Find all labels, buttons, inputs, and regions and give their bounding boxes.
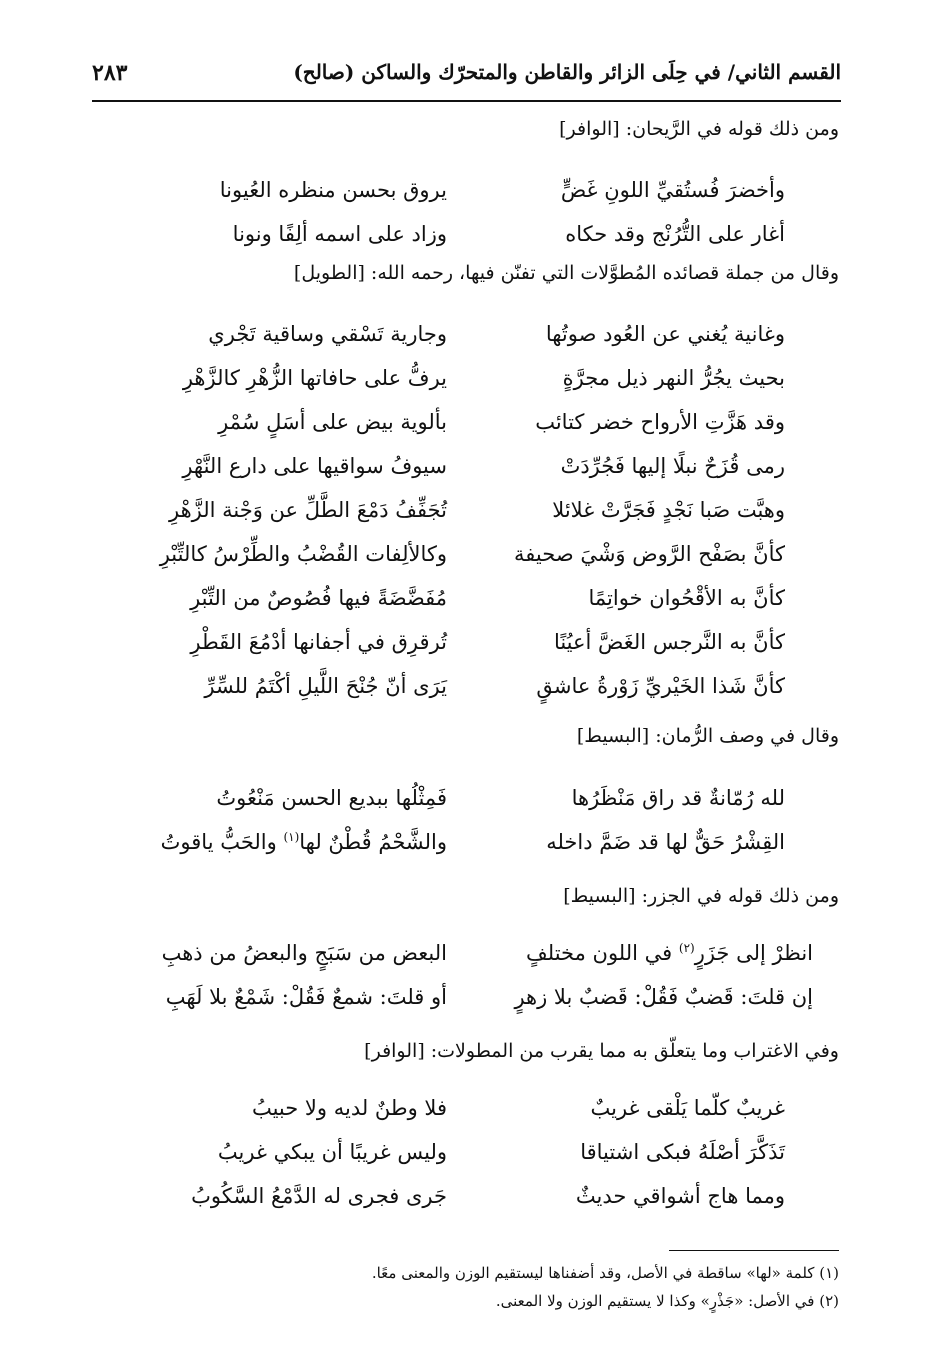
- hemistich-second: يرفُّ على حافاتها الزُّهْرِ كالزَّهْرِ: [182, 366, 447, 390]
- section-intro: وقال من جملة قصائده المُطوَّلات التي تفنّن فيها، رحمه الله: [الطويل]: [293, 262, 839, 284]
- hemistich-first: ومما هاج أشواقي حديثٌ: [575, 1184, 785, 1208]
- footnote: (٢) في الأصل: «جَذْرٍ» وكذا لا يستقيم الوزن ولا المعنى.: [495, 1292, 839, 1310]
- hemistich-second: أو قلتَ: شمعٌ فَقُلْ: شَمْعٌ بلا لَهَبِ: [165, 985, 447, 1009]
- hemistich-first: كأنَّ بصَفْح الرَّوض وَشْيَ صحيفة: [514, 542, 785, 566]
- hemistich-first: تَذَكَّرَ أصْلَهُ فبكى اشتياقا: [580, 1140, 785, 1164]
- hemistich-first: كأنَّ به النَّرجس الغَضَّ أعيُنًا: [553, 630, 785, 654]
- hemistich-text: انظرْ إلى جَزَرٍ: [694, 941, 813, 965]
- hemistich-first: [526, 941, 813, 965]
- hemistich-first: كأنَّ به الأقْحُوان خواتِمًا: [588, 586, 785, 610]
- hemistich-first: إن قلتَ: قَضبٌ فَقُلْ: قَضبٌ بلا زهرٍ: [514, 985, 813, 1009]
- running-header: [92, 52, 841, 102]
- hemistich-first: غريبٌ كلّما يَلْقى غريبٌ: [590, 1096, 785, 1120]
- hemistich-second: جَرى فجرى له الدَّمْعُ السَّكُوبُ: [191, 1184, 447, 1208]
- hemistich-second: مُفَضَّضَةً فيها فُصُوصٌ من التِّبْرِ: [190, 586, 447, 610]
- section-intro: ومن ذلك قوله في الرَّيحان: [الوافر]: [559, 118, 839, 140]
- hemistich-second: البعض من سَبَجٍ والبعضُ من ذهبِ: [161, 941, 447, 965]
- hemistich-first: وأخضرَ فُستُقيِّ اللونِ غَضٍّ: [560, 178, 785, 202]
- hemistich-second: بألوية بيض على أسَلٍ سُمْرِ: [218, 410, 447, 434]
- section-intro: وقال في وصف الرُّمان: [البسيط]: [576, 725, 839, 747]
- hemistich-first: وغانية يُغني عن العُود صوتُها: [545, 322, 785, 346]
- hemistich-second: يروق بحسن منظره العُيونا: [219, 178, 447, 202]
- hemistich-second: وليس غريبًا أن يبكي غريبُ: [217, 1140, 447, 1164]
- hemistich-first: وهبَّت صَبا نَجْدٍ فَجَرَّتْ غلائلا: [552, 498, 785, 522]
- section-intro: وفي الاغتراب وما يتعلّق به مما يقرب من المطولات: [الوافر]: [364, 1040, 839, 1062]
- hemistich-text: والشَّحْمُ قُطْنٌ لها: [299, 830, 447, 854]
- hemistich-first: بحيث يجُرُّ النهر ذيل مجرَّةٍ: [562, 366, 785, 390]
- header-title: القسم الثاني/ في حِلَى الزائر والقاطن والمتحرّك والساكن (صالح): [293, 60, 841, 84]
- footnote-ref-1: (١): [283, 830, 300, 844]
- hemistich-second: وجارية تَسْقي وساقية تَجْري: [208, 322, 447, 346]
- footnote-divider: [669, 1250, 839, 1251]
- hemistich-second: وكالألِفات القُضْبُ والطِّرْسُ كالتِّبْرِ: [159, 542, 447, 566]
- section-intro: ومن ذلك قوله في الجزر: [البسيط]: [563, 885, 839, 907]
- hemistich-first: رمى قُزَحٌ نبلًا إليها فَجُرِّدَتْ: [560, 454, 785, 478]
- hemistich-text: والحَبُّ ياقوتُ: [160, 830, 284, 854]
- hemistich-second: سيوفُ سواقيها على دارع النَّهْرِ: [182, 454, 447, 478]
- hemistich-second: وزاد على اسمه ألِفًا ونونا: [232, 222, 447, 246]
- hemistich-second: فلا وطنٌ لديه ولا حبيبُ: [251, 1096, 447, 1120]
- hemistich-second: يَرَى أنّ جُنْحَ اللَّيلِ أكْتَمُ للسِّرِّ: [204, 674, 447, 698]
- hemistich-first: كأنَّ شَذا الخَيْريِّ زَوْرةُ عاشقٍ: [536, 674, 785, 698]
- footnote: (١) كلمة «لها» ساقطة في الأصل، وقد أضفناها ليستقيم الوزن والمعنى معًا.: [371, 1264, 839, 1282]
- hemistich-first: القِشْرُ حَقٌّ لها قد ضَمَّ داخله: [546, 830, 785, 854]
- hemistich-first: أغار على التُّرُنْج وقد حكاه: [565, 222, 785, 246]
- hemistich-second: تُرقرِق في أجفانها أدْمُعَ القَطْرِ: [190, 630, 447, 654]
- footnote-ref-2: (٢): [678, 941, 695, 955]
- hemistich-second: فَمِثْلُها ببديع الحسن مَنْعُوتُ: [216, 786, 447, 810]
- hemistich-first: وقد هَزَّتِ الأرواح خضر كتائب: [535, 410, 785, 434]
- hemistich-second: تُجَفِّفُ دَمْعَ الطَّلِّ عن وَجْنة الزَّهْرِ: [169, 498, 447, 522]
- hemistich-first: لله رُمّانةٌ قد راق مَنْظَرُها: [571, 786, 785, 810]
- page-number: ٢٨٣: [92, 60, 128, 86]
- hemistich-second: [161, 830, 447, 854]
- hemistich-text: في اللون مختلفٍ: [526, 941, 679, 965]
